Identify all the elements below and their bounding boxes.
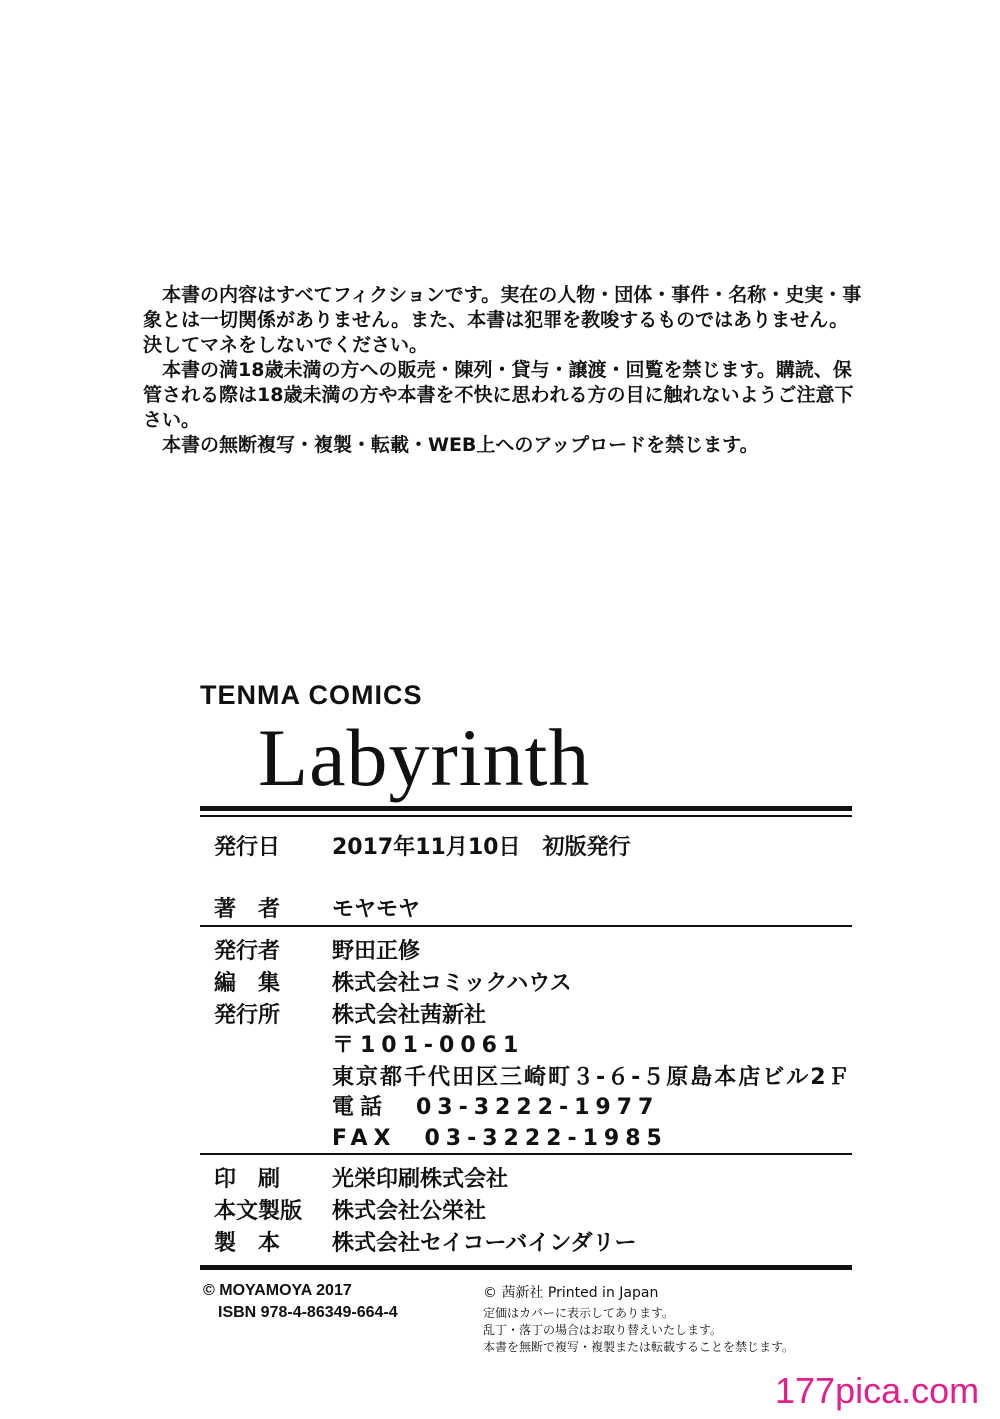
print-label: 印 刷	[214, 1167, 281, 1192]
publish-date-value: 2017年11月10日 初版発行	[332, 835, 631, 860]
notice-copy-prohibition: 本書の無断複写・複製・転載・WEB上へのアップロードを禁じます。	[162, 434, 759, 456]
legal-notice	[143, 283, 863, 458]
print-row	[214, 1162, 508, 1193]
fax: FAX 03-3222-1985	[332, 1126, 668, 1151]
print-value: 光栄印刷株式会社	[332, 1167, 509, 1192]
binding-row	[214, 1226, 636, 1257]
defect-note: 乱丁・落丁の場合はお取り替えいたします。	[483, 1323, 723, 1337]
footer-rule	[200, 1265, 852, 1270]
divider-2	[200, 1153, 852, 1155]
binding-label: 製 本	[214, 1231, 281, 1256]
telephone: 電話 03-3222-1977	[332, 1095, 660, 1120]
title-rule-thin	[200, 815, 852, 817]
series-name: TENMA COMICS	[200, 680, 423, 710]
notice-fiction: 本書の内容はすべてフィクションです。実在の人物・団体・事件・名称・史実・事象とは一切関係がありません。また、本書は犯罪を教唆するものではありません。決してマネをしないでください。	[143, 284, 862, 356]
author-row	[214, 892, 420, 923]
author-label: 著 者	[214, 897, 281, 922]
editor-label: 編 集	[214, 971, 281, 996]
author-copyright: © MOYAMOYA 2017	[203, 1282, 352, 1299]
editor-row	[214, 966, 572, 997]
publish-date-row	[214, 830, 630, 861]
binding-value: 株式会社セイコーバインダリー	[332, 1231, 637, 1256]
address: 東京都千代田区三崎町３-６-５原島本店ビル2Ｆ	[332, 1065, 852, 1090]
typeset-label: 本文製版	[214, 1199, 303, 1224]
office-value: 株式会社茜新社	[332, 1003, 487, 1028]
author-value: モヤモヤ	[332, 897, 421, 922]
office-row	[214, 998, 486, 1029]
book-title: Labyrinth	[258, 712, 591, 803]
watermark: 177pica.com	[775, 1370, 980, 1411]
publisher-copyright: © 茜新社 Printed in Japan	[483, 1285, 659, 1301]
typeset-row	[214, 1194, 486, 1225]
publisher-label: 発行者	[214, 939, 281, 964]
divider-1	[200, 925, 852, 927]
editor-value: 株式会社コミックハウス	[332, 971, 572, 996]
isbn: ISBN 978-4-86349-664-4	[218, 1304, 398, 1321]
price-note: 定価はカバーに表示してあります。	[483, 1306, 675, 1320]
publish-date-label: 発行日	[214, 835, 281, 860]
typeset-value: 株式会社公栄社	[332, 1199, 487, 1224]
postal-code: 〒101-0061	[332, 1033, 525, 1058]
office-label: 発行所	[214, 1003, 281, 1028]
notice-age-restriction: 本書の満18歳未満の方への販売・陳列・貸与・譲渡・回覧を禁じます。購読、保管される際は18歳未満の方や本書を不快に思われる方の目に触れないようご注意下さい。	[143, 359, 854, 431]
publisher-value: 野田正修	[332, 939, 421, 964]
copy-note: 本書を無断で複写・複製または転載することを禁じます。	[483, 1340, 795, 1354]
publisher-row	[214, 934, 420, 965]
title-rule-thick	[200, 806, 852, 811]
